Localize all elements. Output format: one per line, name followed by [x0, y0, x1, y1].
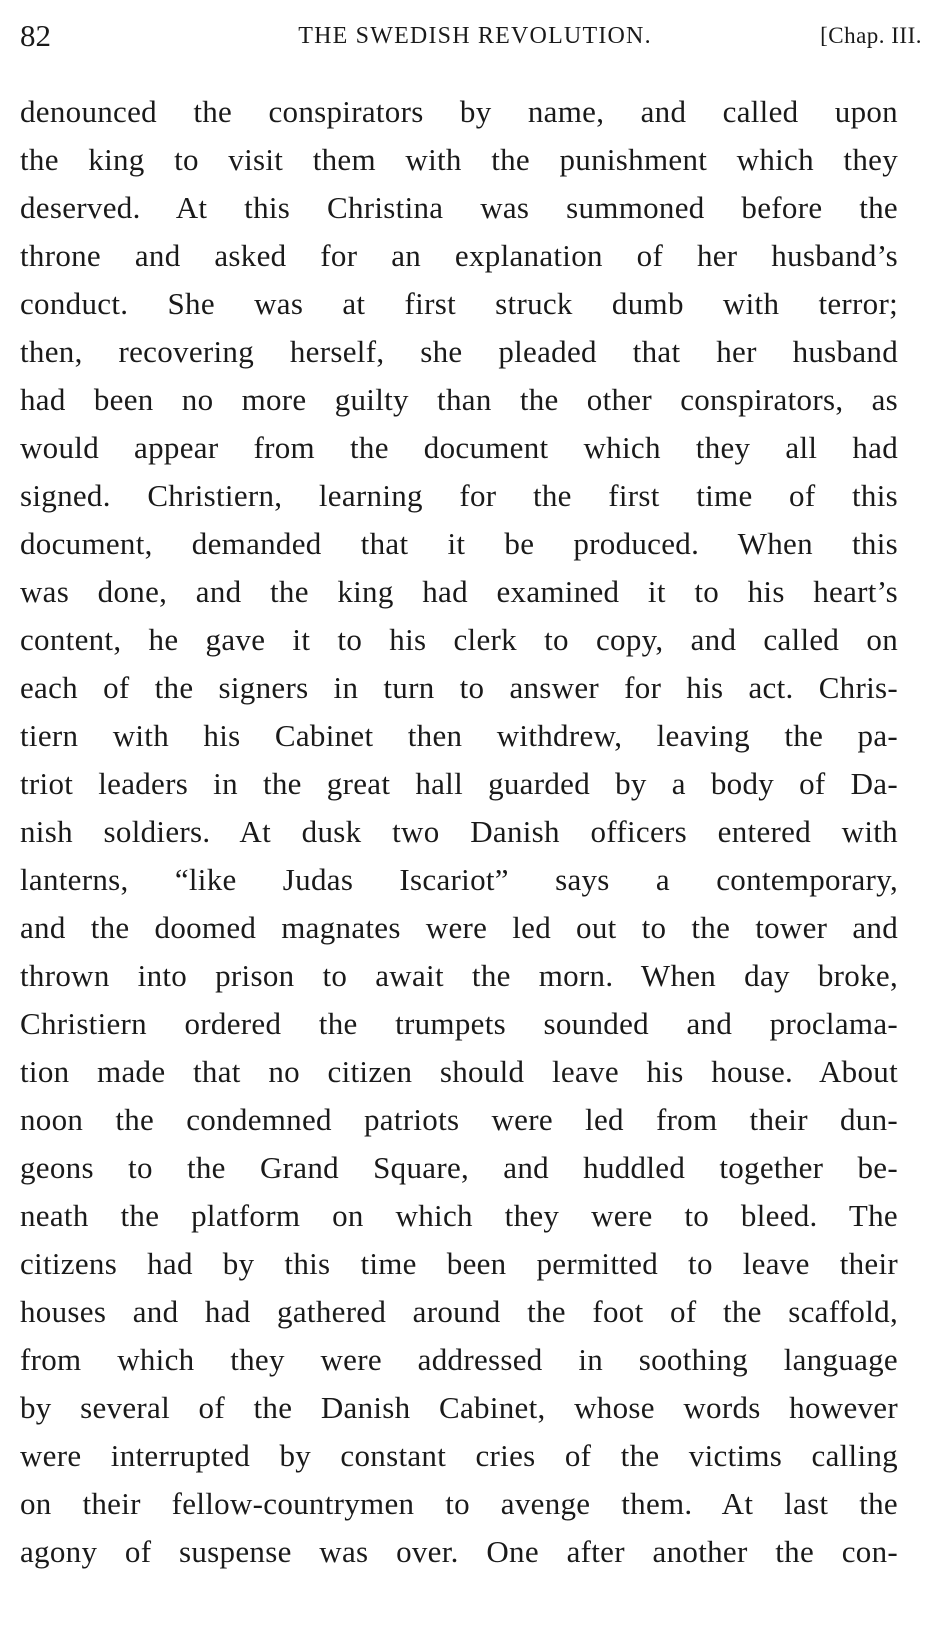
text-line: the king to visit them with the punishment which they — [20, 142, 898, 177]
text-line: then, recovering herself, she pleaded that her husband — [20, 334, 898, 369]
text-line: signed. Christiern, learning for the first time of this — [20, 478, 898, 513]
text-line: lanterns, “like Judas Iscariot” says a contemporary, — [20, 862, 898, 897]
text-line: triot leaders in the great hall guarded by a body of Da- — [20, 766, 898, 801]
text-line: from which they were addressed in soothing language — [20, 1342, 898, 1377]
text-line: nish soldiers. At dusk two Danish officers entered with — [20, 814, 898, 849]
text-line: would appear from the document which they all had — [20, 430, 898, 465]
text-line: conduct. She was at first struck dumb with terror; — [20, 286, 898, 321]
text-line: citizens had by this time been permitted to leave their — [20, 1246, 898, 1281]
text-line: content, he gave it to his clerk to copy, and called on — [20, 622, 898, 657]
page-number: 82 — [20, 18, 51, 53]
chapter-reference: [Chap. III. — [820, 23, 922, 48]
text-line: had been no more guilty than the other conspirators, as — [20, 382, 898, 417]
text-line: tion made that no citizen should leave his house. About — [20, 1054, 898, 1089]
text-line: geons to the Grand Square, and huddled together be- — [20, 1150, 898, 1185]
text-line: were interrupted by constant cries of the victims calling — [20, 1438, 898, 1473]
text-line: deserved. At this Christina was summoned before the — [20, 190, 898, 225]
text-line: throne and asked for an explanation of her husband’s — [20, 238, 898, 273]
text-line: thrown into prison to await the morn. When day broke, — [20, 958, 898, 993]
text-line: agony of suspense was over. One after another the con- — [20, 1534, 898, 1569]
text-line: houses and had gathered around the foot of the scaffold, — [20, 1294, 898, 1329]
text-line: Christiern ordered the trumpets sounded and proclama- — [20, 1006, 898, 1041]
text-line: each of the signers in turn to answer for his act. Chris- — [20, 670, 898, 705]
text-line: neath the platform on which they were to bleed. The — [20, 1198, 898, 1233]
text-line: document, demanded that it be produced. When this — [20, 526, 898, 561]
text-line: tiern with his Cabinet then withdrew, leaving the pa- — [20, 718, 898, 753]
body-text — [20, 88, 898, 1576]
running-title: THE SWEDISH REVOLUTION. — [298, 23, 652, 49]
text-line: was done, and the king had examined it to his heart’s — [20, 574, 898, 609]
text-line: denounced the conspirators by name, and called upon — [20, 94, 898, 129]
text-line: noon the condemned patriots were led from their dun- — [20, 1102, 898, 1137]
text-line: on their fellow-countrymen to avenge them. At last the — [20, 1486, 898, 1521]
text-line: and the doomed magnates were led out to the tower and — [20, 910, 898, 945]
text-line: by several of the Danish Cabinet, whose words however — [20, 1390, 898, 1425]
page-header — [20, 14, 922, 58]
